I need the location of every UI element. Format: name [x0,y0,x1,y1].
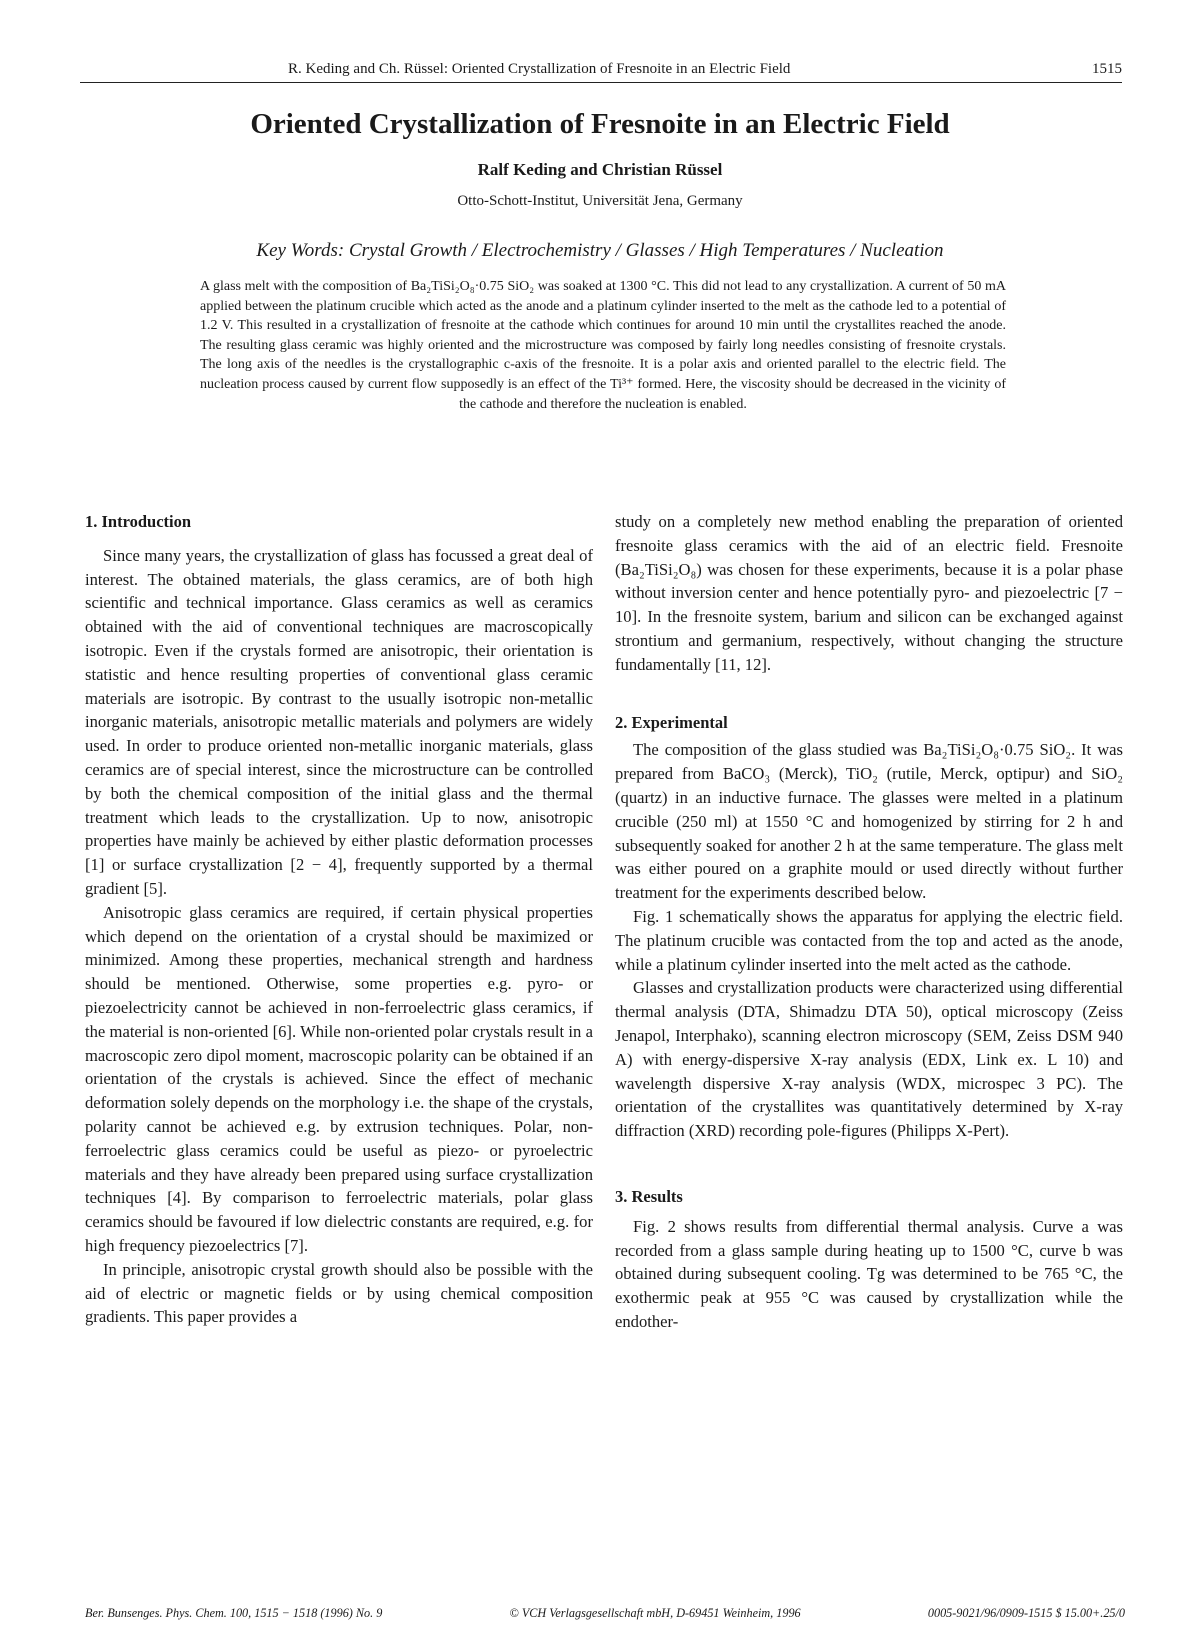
journal-citation: Ber. Bunsenges. Phys. Chem. 100, 1515 − 1518 (1996) No. 9 [85,1606,383,1620]
section-heading-experimental: 2. Experimental [615,712,728,732]
left-column [85,510,593,1329]
authors: Ralf Keding and Christian Rüssel [477,160,723,179]
paragraph: In principle, anisotropic crystal growth should also be possible with the aid of electric or magnetic fields or by using chemical composition gradients. This paper provides a [85,1259,593,1327]
running-header [80,60,1122,83]
right-column [615,510,1123,1334]
paragraph: The composition of the glass studied was Ba₂TiSi₂O₈·0.75 SiO₂. It was prepared from BaCO₃ (Merck), TiO₂ (rutile, Merck, optipur) and SiO₂ (quartz) in an inductive furnace. The glasses were melted in a platinum crucible (250 ml) at 1550 °C and homogenized by stirring for 2 h and subsequently soaked for another 2 h at the same temperature. The glass melt was either poured on a graphite mould or used directly without further treatment for the experiments described below. [615,740,1123,903]
paragraph: study on a completely new method enabling the preparation of oriented fresnoite glass ceramics with the aid of an electric field. Fresnoite (Ba₂TiSi₂O₈) was chosen for these experiments, because it is a polar phase without inversion center and hence potentially pyro- and piezoelectric [7 − 10]. In the fresnoite system, barium and silicon can be exchanged against strontium and germanium, respectively, without changing the structure fundamentally [11, 12]. [615,512,1123,674]
page-footer [85,1606,1125,1621]
article-code: 0005-9021/96/0909-1515 $ 15.00+.25/0 [927,1606,1125,1620]
paragraph: Fig. 1 schematically shows the apparatus for applying the electric field. The platinum crucible was contacted from the top and acted as the anode, while a platinum cylinder inserted into the melt acted as the cathode. [615,906,1123,974]
copyright-notice: © VCH Verlagsgesellschaft mbH, D-69451 Weinheim, 1996 [509,1606,801,1620]
paragraph: Fig. 2 shows results from differential thermal analysis. Curve a was recorded from a glass sample during heating up to 1500 °C, curve b was obtained during subsequent cooling. Tg was determined to be 765 °C, the exothermic peak at 955 °C was caused by crystallization while the endother- [615,1216,1123,1331]
article-title: Oriented Crystallization of Fresnoite in an Electric Field [250,108,950,140]
page-number: 1515 [1092,61,1122,77]
keywords: Key Words: Crystal Growth / Electrochemistry / Glasses / High Temperatures / Nucleation [256,240,944,261]
running-title: R. Keding and Ch. Rüssel: Oriented Crystallization of Fresnoite in an Electric Field [288,61,791,77]
affiliation: Otto-Schott-Institut, Universität Jena, Germany [457,193,743,209]
abstract: A glass melt with the composition of Ba₂TiSi₂O₈·0.75 SiO₂ was soaked at 1300 °C. This did not lead to any crystallization. A current of 50 mA applied between the platinum crucible which acted as the anode and a platinum cylinder inserted to the melt as the cathode led to a potential of 1.2 V. This resulted in a crystallization of fresnoite at the cathode which continues for around 10 min until the crystallites reached the anode. The resulting glass ceramic was highly oriented and the microstructure was composed by fairly long needles consisting of fresnoite crystals. The long axis of the needles is the crystallographic c-axis of the fresnoite. It is a polar axis and oriented parallel to the electric field. The nucleation process caused by current flow supposedly is an effect of the Ti³⁺ formed. Here, the viscosity should be decreased in the vicinity of the cathode and therefore the nucleation is enabled. [200,279,1006,412]
section-heading-results: 3. Results [615,1186,683,1206]
section-heading-introduction: 1. Introduction [85,512,192,531]
paragraph: Since many years, the crystallization of glass has focussed a great deal of interest. The obtained materials, the glass ceramics, are of both high scientific and technical importance. Glass ceramics as well as ceramics obtained with the aid of conventional techniques are macroscopically isotropic. Even if the crystals formed are anisotropic, their orientation is statistic and hence resulting properties of conventional glass ceramic materials are isotropic. By contrast to the usually isotropic non-metallic inorganic materials, anisotropic metallic materials and polymers are widely used. In order to produce oriented non-metallic inorganic materials, glass ceramics are of special interest, since the microstructure can be controlled by both the chemical composition of the initial glass and the thermal treatment which leads to the crystallization. Up to now, anisotropic properties have mainly be achieved by either plastic deformation processes [1] or surface crystallization [2 − 4], frequently supported by a thermal gradient [5]. [85,545,593,898]
paragraph: Anisotropic glass ceramics are required, if certain physical properties which depend on the orientation of a crystal should be maximized or minimized. Among these properties, mechanical strength and hardness should be mentioned. Otherwise, some properties e.g. pyro- or piezoelectricity cannot be achieved in non-ferroelectric glass ceramics, if the material is non-oriented [6]. While non-oriented polar crystals result in a macroscopic zero dipol moment, macroscopic polarity can be obtained if an orientation of the crystals is achieved. Since the effect of mechanic deformation solely depends on the morphology i.e. the shape of the crystals, polarity cannot be achieved e.g. by extrusion techniques. Polar, non-ferroelectric glass ceramics could be useful as piezo- or pyroelectric materials and they have already been prepared using surface crystallization techniques [4]. By comparison to ferroelectric materials, polar glass ceramics should be favoured if low dielectric constants are required, e.g. for high frequency piezoelectrics [7]. [85,902,593,1255]
paragraph: Glasses and crystallization products were characterized using differential thermal analysis (DTA, Shimadzu DTA 50), optical microscopy (Zeiss Jenapol, Interphako), scanning electron microscopy (SEM, Zeiss DSM 940 A) with energy-dispersive X-ray analysis (EDX, Link ex. L 10) and wavelength dispersive X-ray analysis (WDX, microspec 3 PC). The orientation of the crystallites was quantitatively determined by X-ray diffraction (XRD) recording pole-figures (Philipps X-Pert). [615,978,1123,1141]
